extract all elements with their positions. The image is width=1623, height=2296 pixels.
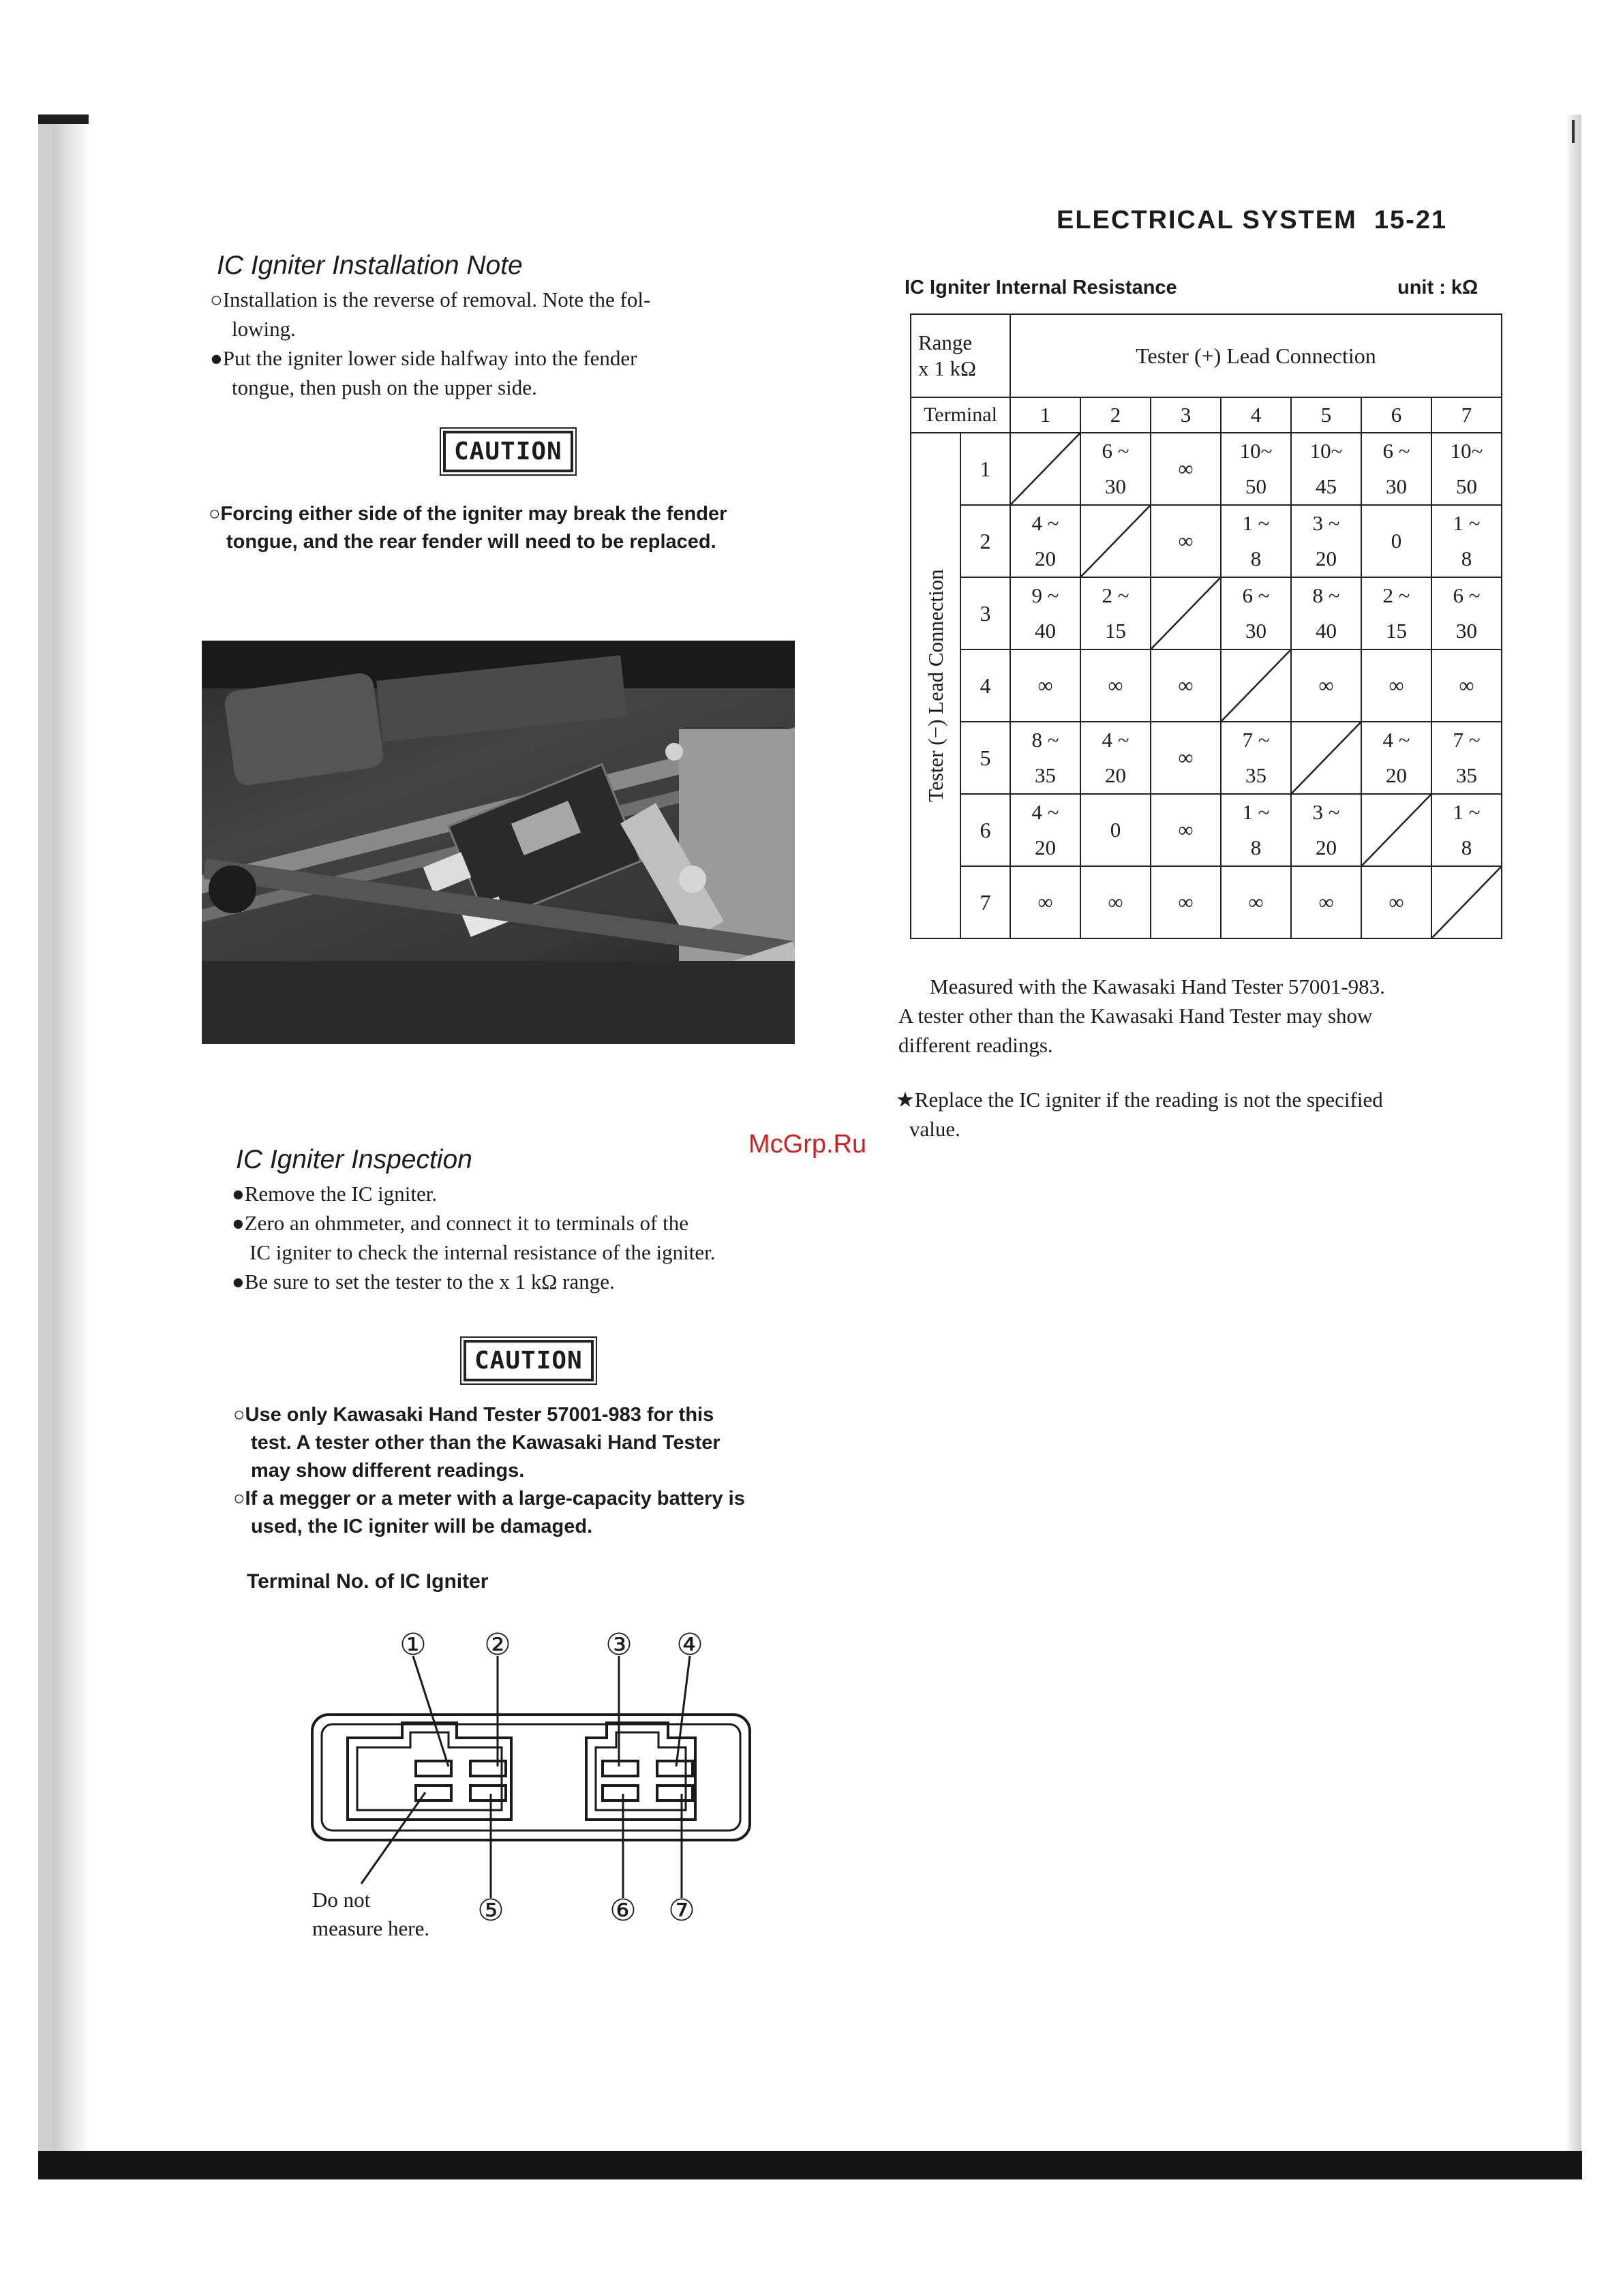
note-line: different readings. — [898, 1033, 1053, 1057]
resistance-cell — [1291, 866, 1361, 938]
row-header: 5 — [960, 722, 1010, 794]
caution-line: test. A tester other than the Kawasaki Hand Tester — [251, 1432, 721, 1454]
row-header: 3 — [960, 577, 1010, 649]
do-not-measure-label: Do not — [312, 1888, 371, 1912]
terminal-label-6: ⑥ — [609, 1893, 637, 1928]
pin-2 — [470, 1761, 506, 1776]
left-socket — [348, 1723, 511, 1820]
resistance-cell — [1151, 505, 1221, 577]
resistance-value: 50 — [1456, 474, 1477, 498]
resistance-value: 35 — [1035, 763, 1056, 787]
resistance-value: ∞ — [1389, 673, 1404, 697]
replace-line: ★Replace the IC igniter if the reading is not the specified — [896, 1088, 1383, 1112]
resistance-value: 15 — [1386, 619, 1407, 643]
resistance-value: 7 ~ — [1453, 728, 1481, 752]
caution-line: used, the IC igniter will be damaged. — [251, 1516, 593, 1537]
resistance-cell — [1151, 649, 1221, 722]
scan-edge-left — [38, 114, 52, 2179]
page-header — [1057, 206, 1447, 235]
resistance-value: ∞ — [1318, 673, 1334, 697]
terminal-label-4: ④ — [676, 1627, 703, 1662]
resistance-value: ∞ — [1108, 673, 1123, 697]
resistance-cell — [1080, 577, 1151, 649]
resistance-value: 40 — [1035, 619, 1056, 643]
scan-edge-bottom — [38, 2151, 1582, 2179]
resistance-value: ∞ — [1178, 457, 1194, 480]
inspection-line: ●Be sure to set the tester to the x 1 kΩ range. — [232, 1270, 615, 1294]
table-row — [911, 433, 1502, 505]
resistance-cell — [1431, 577, 1502, 649]
resistance-value: ∞ — [1178, 673, 1194, 697]
resistance-value: 40 — [1316, 619, 1337, 643]
resistance-cell — [1221, 722, 1291, 794]
inspection-line: ●Zero an ohmmeter, and connect it to terminals of the — [232, 1211, 688, 1235]
installation-line: tongue, then push on the upper side. — [232, 376, 537, 399]
resistance-value: 1 ~ — [1453, 511, 1481, 535]
resistance-value: 2 ~ — [1382, 583, 1410, 607]
resistance-title: IC Igniter Internal Resistance — [905, 277, 1177, 299]
leader-4 — [676, 1656, 690, 1766]
column-header: 1 — [1010, 397, 1080, 433]
resistance-value: 20 — [1035, 836, 1056, 859]
inspection-line: ●Remove the IC igniter. — [232, 1182, 438, 1206]
caution-line: ○Forcing either side of the igniter may break the fender — [209, 503, 727, 525]
resistance-value: 35 — [1245, 763, 1266, 787]
resistance-value: 4 ~ — [1031, 511, 1059, 535]
resistance-value: 30 — [1386, 474, 1407, 498]
resistance-value: ∞ — [1389, 890, 1404, 914]
resistance-value: ∞ — [1178, 890, 1194, 914]
resistance-cell — [1431, 433, 1502, 505]
resistance-cell — [1431, 505, 1502, 577]
resistance-cell — [1361, 433, 1431, 505]
resistance-cell — [1221, 505, 1291, 577]
resistance-value: 4 ~ — [1102, 728, 1129, 752]
installation-text — [210, 285, 810, 402]
resistance-value: 1 ~ — [1453, 800, 1481, 824]
resistance-cell — [1361, 505, 1431, 577]
resistance-value: 0 — [1110, 818, 1121, 842]
row-header: 4 — [960, 649, 1010, 722]
resistance-value: 8 — [1250, 836, 1262, 859]
resistance-cell — [1010, 505, 1080, 577]
resistance-value: 8 ~ — [1031, 728, 1059, 752]
diagonal-cell — [1010, 433, 1080, 505]
terminal-label-3: ③ — [605, 1627, 633, 1662]
resistance-value: ∞ — [1178, 818, 1194, 842]
resistance-value: 6 ~ — [1102, 439, 1129, 463]
installation-title: IC Igniter Installation Note — [217, 251, 523, 280]
resistance-cell — [1221, 577, 1291, 649]
pin-3 — [603, 1761, 638, 1776]
note-line: Measured with the Kawasaki Hand Tester 57001-983. — [930, 975, 1385, 998]
section-title: ELECTRICAL SYSTEM — [1057, 206, 1357, 234]
resistance-value: 3 ~ — [1312, 800, 1340, 824]
inspection-line: IC igniter to check the internal resistance of the igniter. — [249, 1240, 716, 1264]
resistance-value: 10~ — [1309, 439, 1343, 463]
row-header: 6 — [960, 794, 1010, 866]
resistance-value: 15 — [1105, 619, 1126, 643]
terminal-header: Terminal — [911, 397, 1010, 433]
resistance-table — [910, 313, 1502, 939]
resistance-value: 1 ~ — [1242, 511, 1270, 535]
resistance-cell — [1080, 649, 1151, 722]
caution-line: ○If a megger or a meter with a large-capacity battery is — [233, 1488, 745, 1510]
caution-line: ○Use only Kawasaki Hand Tester 57001-983 for this — [233, 1404, 714, 1426]
column-header: 4 — [1221, 397, 1291, 433]
resistance-value: 6 ~ — [1382, 439, 1410, 463]
caution-badge: CAUTION — [443, 431, 573, 472]
inspection-title: IC Igniter Inspection — [236, 1145, 472, 1174]
installation-line: lowing. — [232, 317, 296, 341]
resistance-value: 50 — [1245, 474, 1266, 498]
table-row — [911, 649, 1502, 722]
resistance-value: 6 ~ — [1242, 583, 1270, 607]
resistance-cell — [1151, 866, 1221, 938]
resistance-cell — [1080, 433, 1151, 505]
replace-note — [896, 1085, 1496, 1144]
installation-line: ●Put the igniter lower side halfway into the fender — [210, 346, 637, 370]
pin-4 — [657, 1761, 693, 1776]
resistance-value: 20 — [1386, 763, 1407, 787]
inspection-caution-text — [233, 1401, 826, 1541]
installation-caution-text — [209, 500, 808, 556]
table-row — [911, 577, 1502, 649]
resistance-value: 20 — [1316, 836, 1337, 859]
table-row — [911, 505, 1502, 577]
replace-line: value. — [909, 1117, 960, 1141]
page-number: 15-21 — [1374, 206, 1448, 234]
resistance-cell — [1221, 433, 1291, 505]
pin-6 — [603, 1786, 638, 1801]
resistance-cell — [1361, 866, 1431, 938]
resistance-value: 30 — [1456, 619, 1477, 643]
do-not-measure-label: measure here. — [312, 1916, 430, 1940]
scan-edge-top — [38, 114, 89, 124]
column-header: 7 — [1431, 397, 1502, 433]
scan-edge-right — [1565, 114, 1581, 2152]
inspection-text — [232, 1179, 825, 1296]
resistance-cell — [1291, 505, 1361, 577]
resistance-cell — [1431, 722, 1502, 794]
minus-lead-header: Tester (−) Lead Connection — [911, 433, 960, 938]
row-header: 7 — [960, 866, 1010, 938]
resistance-value: 8 ~ — [1312, 583, 1340, 607]
resistance-value: 20 — [1105, 763, 1126, 787]
resistance-cell — [1010, 794, 1080, 866]
resistance-value: 0 — [1391, 529, 1402, 553]
pin-5 — [470, 1786, 506, 1801]
resistance-value: ∞ — [1108, 890, 1123, 914]
table-row — [911, 722, 1502, 794]
diagonal-cell — [1080, 505, 1151, 577]
resistance-cell — [1151, 722, 1221, 794]
resistance-cell — [1080, 794, 1151, 866]
diagonal-cell — [1291, 722, 1361, 794]
resistance-value: 2 ~ — [1102, 583, 1129, 607]
resistance-value: 8 — [1461, 547, 1472, 570]
column-header: 2 — [1080, 397, 1151, 433]
row-header: 1 — [960, 433, 1010, 505]
resistance-value: 9 ~ — [1031, 583, 1059, 607]
resistance-cell — [1010, 722, 1080, 794]
installation-line: ○Installation is the reverse of removal. Note the fol- — [210, 288, 651, 311]
resistance-value: ∞ — [1178, 746, 1194, 769]
terminal-label-2: ② — [484, 1627, 511, 1662]
row-header: 2 — [960, 505, 1010, 577]
resistance-value: 30 — [1105, 474, 1126, 498]
resistance-cell — [1291, 577, 1361, 649]
resistance-value: 8 — [1461, 836, 1472, 859]
resistance-value: 4 ~ — [1382, 728, 1410, 752]
column-header: 5 — [1291, 397, 1361, 433]
watermark: McGrp.Ru — [748, 1130, 867, 1159]
resistance-value: 1 ~ — [1242, 800, 1270, 824]
diagonal-cell — [1361, 794, 1431, 866]
resistance-cell — [1080, 866, 1151, 938]
resistance-value: 10~ — [1239, 439, 1273, 463]
resistance-cell — [1361, 649, 1431, 722]
note-line: A tester other than the Kawasaki Hand Tester may show — [898, 1004, 1373, 1028]
resistance-cell — [1431, 649, 1502, 722]
caution-line: may show different readings. — [251, 1460, 525, 1482]
resistance-cell — [1291, 794, 1361, 866]
column-header: 3 — [1151, 397, 1221, 433]
measurement-note — [898, 972, 1491, 1060]
resistance-cell — [1221, 794, 1291, 866]
resistance-value: 6 ~ — [1453, 583, 1481, 607]
resistance-cell — [1010, 866, 1080, 938]
terminal-diagram-title: Terminal No. of IC Igniter — [247, 1570, 489, 1593]
terminal-label-1: ① — [399, 1627, 427, 1662]
resistance-value: 35 — [1456, 763, 1477, 787]
range-header: Range x 1 kΩ — [911, 314, 1010, 397]
resistance-cell — [1010, 649, 1080, 722]
resistance-value: ∞ — [1037, 890, 1053, 914]
resistance-cell — [1361, 722, 1431, 794]
terminal-label-7: ⑦ — [668, 1893, 695, 1928]
resistance-value: 7 ~ — [1242, 728, 1270, 752]
resistance-cell — [1431, 794, 1502, 866]
resistance-cell — [1151, 433, 1221, 505]
resistance-value: ∞ — [1178, 529, 1194, 553]
caution-line: tongue, and the rear fender will need to be replaced. — [226, 531, 716, 553]
resistance-value: ∞ — [1318, 890, 1334, 914]
resistance-cell — [1080, 722, 1151, 794]
table-row — [911, 866, 1502, 938]
caution-badge: CAUTION — [464, 1340, 594, 1381]
diagonal-cell — [1151, 577, 1221, 649]
terminal-label-5: ⑤ — [477, 1893, 504, 1928]
resistance-value: 4 ~ — [1031, 800, 1059, 824]
resistance-value: 8 — [1250, 547, 1262, 570]
leader-unused — [361, 1792, 425, 1884]
scan-shadow-left — [52, 124, 91, 2179]
resistance-cell — [1221, 866, 1291, 938]
resistance-value: ∞ — [1459, 673, 1474, 697]
resistance-cell — [1291, 649, 1361, 722]
resistance-value: ∞ — [1037, 673, 1053, 697]
resistance-value: 3 ~ — [1312, 511, 1340, 535]
resistance-value: 45 — [1316, 474, 1337, 498]
plus-lead-header: Tester (+) Lead Connection — [1010, 314, 1502, 397]
column-header: 6 — [1361, 397, 1431, 433]
igniter-terminal-diagram — [286, 1622, 777, 1949]
igniter-photo — [202, 641, 795, 1044]
table-row — [911, 794, 1502, 866]
diagonal-cell — [1431, 866, 1502, 938]
resistance-cell — [1361, 577, 1431, 649]
pin-1 — [416, 1761, 451, 1776]
resistance-cell — [1151, 794, 1221, 866]
resistance-unit: unit : kΩ — [1397, 277, 1478, 299]
resistance-cell — [1291, 433, 1361, 505]
leader-1 — [413, 1656, 449, 1766]
resistance-value: 30 — [1245, 619, 1266, 643]
resistance-value: ∞ — [1248, 890, 1264, 914]
pin-7 — [657, 1786, 693, 1801]
resistance-value: 10~ — [1450, 439, 1483, 463]
diagonal-cell — [1221, 649, 1291, 722]
resistance-cell — [1010, 577, 1080, 649]
scan-mark-right — [1572, 120, 1575, 143]
resistance-value: 20 — [1035, 547, 1056, 570]
resistance-value: 20 — [1316, 547, 1337, 570]
